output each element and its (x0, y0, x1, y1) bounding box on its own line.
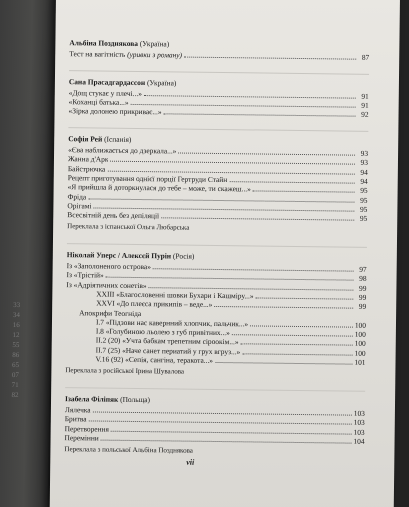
entry-title (67, 270, 104, 280)
margin-mark: 33 (13, 301, 21, 309)
leader-dots (256, 297, 354, 299)
entry-page-number: 103 (353, 427, 365, 437)
translator-credit: Переклала з російської Ірина Шувалова (65, 366, 185, 376)
entry-page-number: 100 (354, 348, 366, 358)
entry-page-number: 95 (359, 204, 368, 214)
entry-page-number: 101 (354, 357, 366, 367)
leader-dots (229, 181, 355, 184)
entry-page-number: 95 (360, 195, 368, 205)
entry-page-number: 98 (359, 274, 367, 284)
leader-dots (250, 325, 353, 327)
leader-dots (232, 334, 353, 336)
entry-page-number: 100 (354, 329, 366, 339)
leader-dots (214, 306, 353, 309)
margin-mark: 12 (12, 331, 20, 339)
entry-page-number: 99 (358, 283, 367, 293)
entry-title-text: «Коханці батька...» (68, 97, 129, 108)
entry-title-note: (уривки з роману) (127, 50, 183, 60)
leader-dots (164, 114, 356, 117)
entry-title-text: Перемінни (64, 432, 99, 443)
entry-title-text: «Я прийшла й доторкнулася до тебе – може, ти скажеш...» (67, 182, 251, 194)
entry-title (95, 355, 213, 366)
toc-subheading: Апокрифи Теогніда (79, 307, 142, 318)
toc-section (69, 70, 370, 120)
entry-title-text: XXIII «Благословенні шовки Бухари і Кашміру...» (96, 289, 254, 301)
margin-mark: 86 (12, 351, 20, 359)
entry-page-number: 99 (358, 301, 367, 312)
toc-section (65, 243, 367, 380)
leader-dots (215, 362, 353, 365)
entry-title (67, 192, 86, 202)
toc-page (50, 0, 400, 507)
entry-title (65, 414, 87, 424)
entry-page-number: 94 (360, 167, 368, 177)
toc-section (69, 38, 369, 62)
entry-title-text: Рецепт приготування однієї порції Гертруди Стайн (67, 173, 228, 185)
entry-title (67, 201, 91, 211)
entry-title-text: «Єва наближається до дзеркала...» (68, 145, 177, 156)
entry-page-number: 94 (360, 176, 368, 186)
author-name: Ніколай Уперс / Алексєй Пурін (66, 249, 172, 261)
entry-title-text: I.8 «Голубиною льолею з губ привітних...» (95, 326, 230, 338)
author-name: Сана Прасадгардассон (68, 76, 146, 87)
entry-title (68, 155, 109, 165)
entry-page-number: 103 (353, 408, 365, 418)
leader-dots (242, 353, 352, 355)
facing-page-edge (0, 0, 56, 507)
entry-title (65, 433, 99, 443)
author-country: (Іспанія) (104, 134, 132, 144)
margin-mark: 07 (11, 371, 19, 379)
leader-dots (253, 191, 355, 193)
entry-page-number: 87 (361, 53, 370, 63)
leader-dots (241, 344, 353, 346)
entry-page-number: 103 (353, 417, 365, 428)
author-name: Софія Рей (68, 133, 103, 144)
entry-title-text: V.16 (92) «Сепія, сангіна, теракота...» (95, 354, 214, 365)
entry-title-text: Фріда (67, 191, 87, 201)
entry-page-number: 91 (361, 91, 369, 101)
entry-title (65, 424, 109, 434)
author-name: Ізабела Філіпяк (65, 393, 119, 404)
leader-dots (161, 217, 354, 220)
entry-title-text: II.7 (25) «Наче санет периатий у грух вгруз...» (95, 345, 241, 356)
entry-title-text: Тест на вагітність (69, 49, 128, 60)
entry-title (69, 49, 182, 60)
entry-page-number: 92 (361, 110, 369, 120)
entry-title-text: Із «Адріятичних сонетів» (66, 279, 147, 290)
entry-title-text: I.7 «Підзови нас кавернний хлопчик, пальчик...» (95, 317, 249, 329)
leader-dots (184, 57, 356, 60)
page-folio: vii (186, 457, 195, 467)
author-country: (Росія) (172, 251, 195, 261)
table-of-contents (64, 38, 369, 469)
entry-title-text: Із «Заполоненого острова» (66, 261, 151, 272)
translator-credit: Переклала з іспанської Ольга Любарська (67, 222, 190, 233)
entry-title-text: «Зірка долонею прикриває...» (68, 106, 162, 117)
entry-page-number: 95 (359, 213, 368, 223)
entry-page-number: 104 (353, 436, 365, 446)
entry-title (67, 210, 159, 220)
entry-title-text: «Дощ стукає у плечі...» (68, 88, 143, 98)
entry-title-text: Із «Трістій» (66, 270, 104, 280)
entry-title-text: Жанна д'Арк (67, 154, 109, 165)
author-country: (Україна) (139, 39, 170, 49)
entry-page-number: 91 (361, 100, 369, 111)
entry-page-number: 100 (354, 320, 367, 330)
entry-title-text: Лялечка (64, 405, 91, 415)
margin-mark: 55 (12, 341, 20, 349)
entry-page-number: 93 (360, 158, 369, 168)
entry-title (69, 107, 162, 117)
entry-title (68, 164, 106, 174)
margin-mark: 34 (12, 311, 20, 319)
author-country: (Україна) (146, 77, 177, 88)
margin-mark: 71 (11, 381, 19, 389)
leader-dots (101, 439, 352, 443)
entry-page-number: 93 (360, 148, 369, 158)
entry-page-number: 100 (354, 339, 366, 349)
entry-title (65, 405, 91, 415)
entry-page-number: 95 (360, 185, 368, 196)
margin-mark: 82 (11, 391, 19, 399)
entry-title-text: Всесвітній день без депіляції (67, 210, 160, 221)
toc-section (67, 127, 368, 236)
author-country: (Польща) (120, 394, 151, 404)
margin-mark: 16 (12, 321, 20, 329)
entry-title-text: Орігамі (67, 201, 92, 211)
translator-credit: Переклала з польської Альбіна Позднякова (64, 445, 193, 455)
margin-mark: 65 (11, 361, 20, 369)
entry-page-number: 97 (359, 264, 367, 274)
entry-title-text: II.2 (20) «Учта бабкам трепетним сіроокім...» (95, 335, 239, 347)
toc-entry[interactable] (69, 49, 369, 62)
toc-section (64, 387, 365, 458)
entry-page-number: 99 (358, 292, 367, 302)
author-name: Альбіна Позднякова (69, 38, 139, 49)
entry-title (66, 280, 146, 290)
entry-title-text: XXVI «До плеєса прикипів – веде...» (96, 298, 213, 310)
entry-title-text: Байстрючка (67, 163, 106, 174)
margin-marks (11, 300, 20, 400)
entry-title-text: Бритва (64, 414, 87, 424)
entry-title-text: Перетворення (64, 423, 109, 434)
